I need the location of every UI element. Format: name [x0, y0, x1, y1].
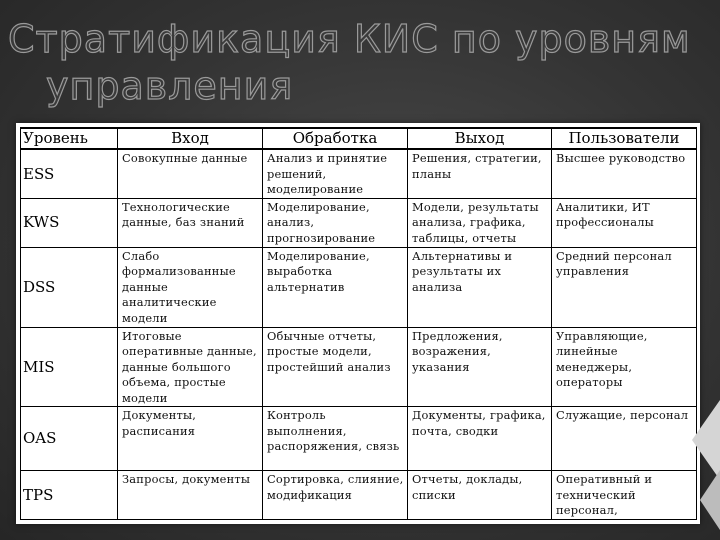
cell-input: Документы, расписания	[118, 407, 263, 471]
table-row	[21, 149, 697, 198]
cell-users: Аналитики, ИТ профессионалы	[552, 198, 697, 247]
slide-title-line-2: управления	[46, 64, 294, 108]
table-row	[21, 471, 697, 520]
cell-processing: Анализ и принятие решений, моделирование	[263, 149, 408, 198]
table-frame	[16, 123, 700, 524]
cell-users: Средний персонал управления	[552, 247, 697, 327]
cell-users: Служащие, персонал	[552, 407, 697, 471]
header-input: Вход	[118, 128, 263, 149]
cell-users: Оперативный и технический персонал,	[552, 471, 697, 520]
cell-processing: Сортировка, слияние, модификация	[263, 471, 408, 520]
slide-title	[8, 16, 708, 110]
cell-level: DSS	[21, 247, 118, 327]
cell-output: Решения, стратегии, планы	[408, 149, 552, 198]
cell-output: Предложения, возражения, указания	[408, 327, 552, 407]
cell-users: Управляющие, линейные менеджеры, операторы	[552, 327, 697, 407]
cell-processing: Моделирование, анализ, прогнозирование	[263, 198, 408, 247]
table-header-row	[21, 128, 697, 149]
cell-input: Технологические данные, баз знаний	[118, 198, 263, 247]
cell-users: Высшее руководство	[552, 149, 697, 198]
cell-level: ESS	[21, 149, 118, 198]
table-row	[21, 327, 697, 407]
stratification-table	[20, 127, 697, 520]
cell-output: Отчеты, доклады, списки	[408, 471, 552, 520]
cell-output: Документы, графика, почта, сводки	[408, 407, 552, 471]
header-output: Выход	[408, 128, 552, 149]
decorative-triangle	[692, 400, 720, 480]
cell-processing: Обычные отчеты, простые модели, простейший анализ	[263, 327, 408, 407]
cell-level: KWS	[21, 198, 118, 247]
table-row	[21, 198, 697, 247]
table-row	[21, 407, 697, 471]
cell-level: TPS	[21, 471, 118, 520]
header-level: Уровень	[21, 128, 118, 149]
cell-input: Совокупные данные	[118, 149, 263, 198]
cell-level: MIS	[21, 327, 118, 407]
cell-output: Модели, результаты анализа, графика, таблицы, отчеты	[408, 198, 552, 247]
cell-input: Итоговые оперативные данные, данные большого объема, простые модели	[118, 327, 263, 407]
cell-level: OAS	[21, 407, 118, 471]
cell-input: Слабо формализованные данные аналитические модели	[118, 247, 263, 327]
header-processing: Обработка	[263, 128, 408, 149]
cell-input: Запросы, документы	[118, 471, 263, 520]
slide-title-line-1: Стратификация КИС по уровням	[8, 17, 691, 61]
cell-processing: Контроль выполнения, распоряжения, связь	[263, 407, 408, 471]
header-users: Пользователи	[552, 128, 697, 149]
table-row	[21, 247, 697, 327]
decorative-triangle	[700, 470, 720, 530]
cell-processing: Моделирование, выработка альтернатив	[263, 247, 408, 327]
cell-output: Альтернативы и результаты их анализа	[408, 247, 552, 327]
